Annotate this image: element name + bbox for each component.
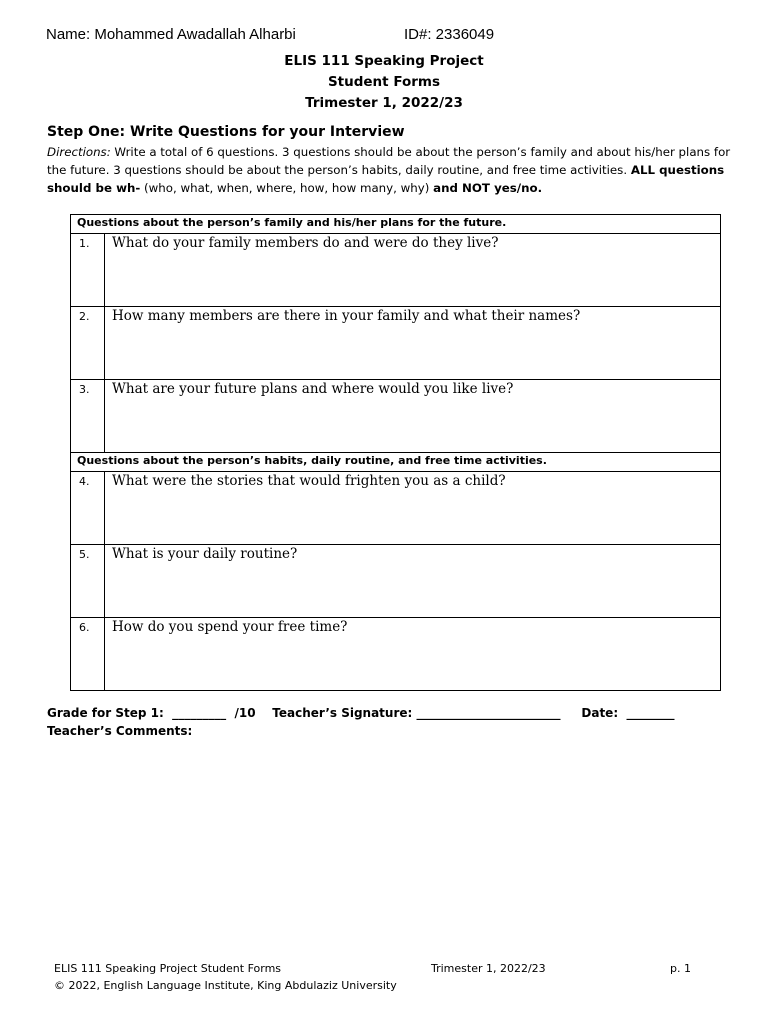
directions-label: Directions: bbox=[47, 145, 111, 159]
question-number: 6. bbox=[71, 618, 105, 691]
question-number: 4. bbox=[71, 472, 105, 545]
question-row bbox=[71, 545, 721, 618]
question-text[interactable]: How do you spend your free time? bbox=[105, 618, 721, 691]
section-header-family bbox=[71, 215, 721, 234]
student-name: Name: Mohammed Awadallah Alharbi bbox=[46, 26, 296, 43]
question-row bbox=[71, 234, 721, 307]
directions-text: Write a total of 6 questions. 3 questions should be about the person’s family and about his/her plans for the future. 3 questions should be about the person’s habits, daily routine, and free time activities. bbox=[47, 145, 731, 177]
question-number: 5. bbox=[71, 545, 105, 618]
question-row bbox=[71, 380, 721, 453]
question-text[interactable]: What were the stories that would frighten you as a child? bbox=[105, 472, 721, 545]
section-title: Questions about the person’s habits, daily routine, and free time activities. bbox=[71, 453, 721, 472]
question-text[interactable]: What is your daily routine? bbox=[105, 545, 721, 618]
directions-emphasis-no: and NOT yes/no. bbox=[433, 181, 543, 195]
directions-wh-list: (who, what, when, where, how, how many, why) bbox=[140, 181, 434, 195]
question-row bbox=[71, 307, 721, 380]
question-text[interactable]: What are your future plans and where would you like live? bbox=[105, 380, 721, 453]
question-row bbox=[71, 618, 721, 691]
section-header-habits bbox=[71, 453, 721, 472]
document-subtitle: Student Forms bbox=[327, 74, 441, 90]
section-title: Questions about the person’s family and his/her plans for the future. bbox=[71, 215, 721, 234]
question-number: 1. bbox=[71, 234, 105, 307]
teacher-comments-label: Teacher’s Comments: bbox=[47, 724, 193, 738]
grade-line: Grade for Step 1: _________ /10 Teacher’s Signature: ________________________ Date: ________ bbox=[47, 706, 675, 720]
footer-term: Trimester 1, 2022/23 bbox=[431, 962, 546, 975]
document-term: Trimester 1, 2022/23 bbox=[305, 95, 463, 111]
footer-document-name: ELIS 111 Speaking Project Student Forms bbox=[54, 962, 282, 975]
directions-paragraph bbox=[47, 143, 737, 197]
question-number: 2. bbox=[71, 307, 105, 380]
student-id: ID#: 2336049 bbox=[404, 26, 495, 43]
footer-copyright: © 2022, English Language Institute, King Abdulaziz University bbox=[54, 979, 397, 992]
question-text[interactable]: What do your family members do and were do they live? bbox=[105, 234, 721, 307]
question-number: 3. bbox=[71, 380, 105, 453]
question-row bbox=[71, 472, 721, 545]
step-heading: Step One: Write Questions for your Interview bbox=[47, 124, 405, 140]
questions-table bbox=[70, 214, 721, 691]
directions-emphasis-wh: ALL questions should be wh- bbox=[47, 163, 725, 195]
question-text[interactable]: How many members are there in your family and what their names? bbox=[105, 307, 721, 380]
document-title: ELIS 111 Speaking Project bbox=[284, 53, 484, 69]
footer-page-number: p. 1 bbox=[670, 962, 691, 975]
